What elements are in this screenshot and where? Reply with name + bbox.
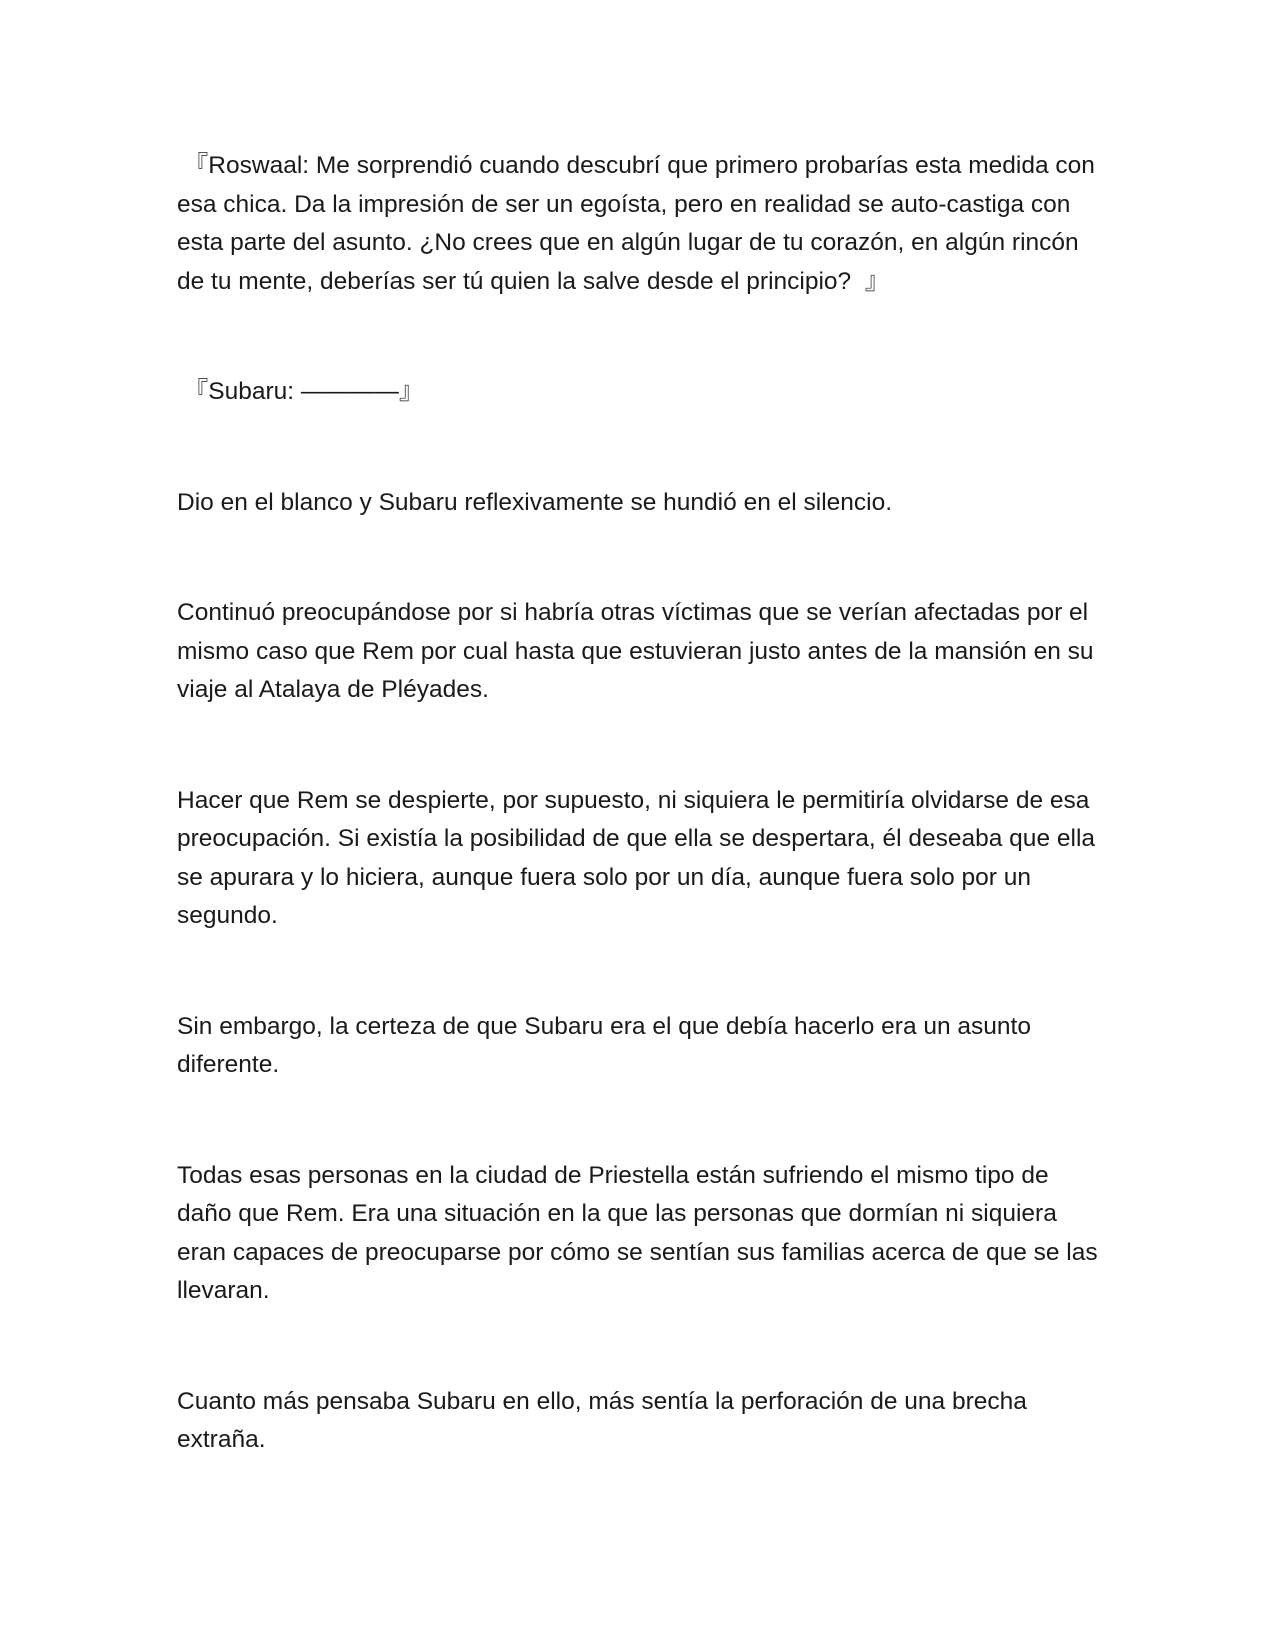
paragraph-spacer <box>177 301 1107 373</box>
paragraph-roswaal-dialogue: 『Roswaal: Me sorprendió cuando descubrí que primero probarías esta medida con esa chica. Da la impresión de ser un egoísta, pero en realidad se auto-castiga con esta parte del asunto. ¿No crees que en algún lugar de tu corazón, en algún rincón de tu mente, deberías ser tú quien la salve desde el principio? 』 <box>177 152 1095 295</box>
paragraph-narration-6: Cuanto más pensaba Subaru en ello, más sentía la perforación de una brecha extraña. <box>177 1387 1027 1453</box>
paragraph-spacer <box>177 710 1107 782</box>
paragraph-narration-3: Hacer que Rem se despierte, por supuesto, ni siquiera le permitiría olvidarse de esa preocupación. Si existía la posibilidad de que ella se despertara, él deseaba que ella se apurara y lo hiciera, aunque fuera solo por un día, aunque fuera solo por un segundo. <box>177 786 1096 929</box>
paragraph-spacer <box>177 1311 1107 1383</box>
text-column <box>177 147 1107 1460</box>
paragraph-spacer <box>177 936 1107 1008</box>
paragraph-narration-1: Dio en el blanco y Subaru reflexivamente se hundió en el silencio. <box>177 488 893 516</box>
paragraph-spacer <box>177 522 1107 594</box>
paragraph-spacer <box>177 1085 1107 1157</box>
paragraph-subaru-dialogue: 『Subaru: ————』 <box>177 378 424 405</box>
paragraph-narration-4: Sin embargo, la certeza de que Subaru era el que debía hacerlo era un asunto diferente. <box>177 1012 1031 1078</box>
paragraph-spacer <box>177 412 1107 484</box>
paragraph-narration-2: Continuó preocupándose por si habría otras víctimas que se verían afectadas por el mismo caso que Rem por cual hasta que estuvieran justo antes de la mansión en su viaje al Atalaya de Pléyades. <box>177 599 1094 703</box>
paragraph-narration-5: Todas esas personas en la ciudad de Priestella están sufriendo el mismo tipo de daño que Rem. Era una situación en la que las personas que dormían ni siquiera eran capaces de preocuparse por cómo se sentían sus familias acerca de que se las llevaran. <box>177 1161 1098 1304</box>
